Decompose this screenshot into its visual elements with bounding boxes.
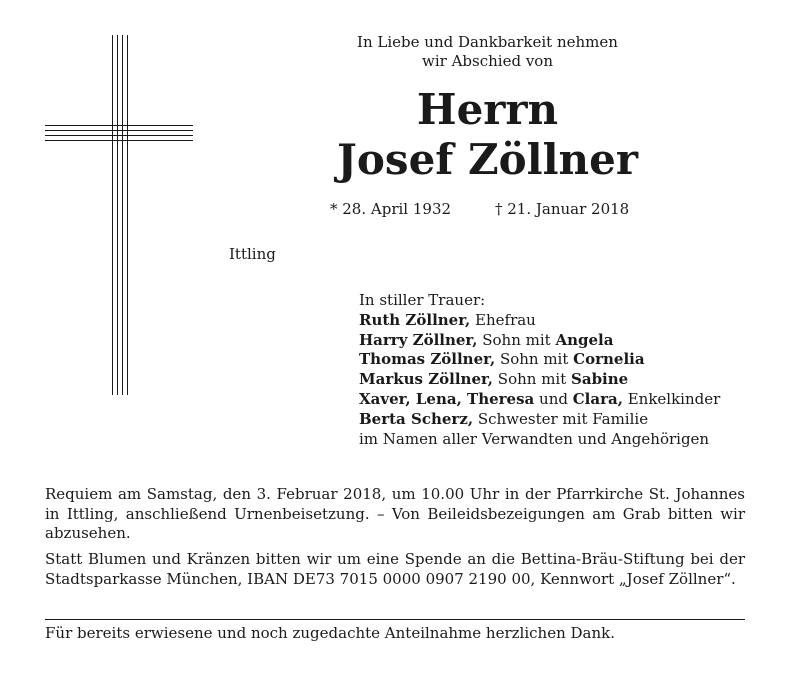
mourner-row bbox=[359, 311, 720, 331]
death-date: † 21. Januar 2018 bbox=[495, 200, 630, 218]
mourner-name: Harry Zöllner, bbox=[359, 330, 478, 349]
mourner-relation: Sohn mit bbox=[477, 330, 556, 349]
mourner-name: Berta Scherz, bbox=[359, 409, 474, 428]
divider-rule bbox=[45, 619, 745, 620]
place-name: Ittling bbox=[229, 245, 276, 263]
mourner-partner: Cornelia bbox=[573, 350, 645, 369]
deceased-name: Josef Zöllner bbox=[337, 135, 638, 184]
mourner-row bbox=[359, 350, 720, 370]
mourner-relation: Ehefrau bbox=[470, 310, 536, 329]
requiem-paragraph: Requiem am Samstag, den 3. Februar 2018, um 10.00 Uhr in der Pfarrkirche St. Johannes in Ittling, anschließend Urnenbeisetzung. – Von Beileidsbezeigungen am Grab bitten wir abzusehen. bbox=[45, 485, 745, 542]
intro-text bbox=[300, 33, 675, 71]
mourner-row bbox=[359, 410, 720, 430]
mourner-name: Thomas Zöllner, bbox=[359, 350, 496, 369]
thanks-text: Für bereits erwiesene und noch zugedachte Anteilnahme herzlichen Dank. bbox=[45, 624, 615, 642]
mourner-relation: und bbox=[534, 389, 573, 408]
mourner-relation: Schwester mit Familie bbox=[473, 409, 649, 428]
mourner-row bbox=[359, 370, 720, 390]
mourners-list bbox=[359, 291, 720, 449]
mourner-row: im Namen aller Verwandten und Angehörigen bbox=[359, 429, 710, 448]
birth-date: * 28. April 1932 bbox=[330, 200, 452, 218]
intro-line-1: In Liebe und Dankbarkeit nehmen bbox=[357, 33, 618, 51]
mourner-row bbox=[359, 331, 720, 351]
deceased-title: Herrn bbox=[416, 85, 559, 134]
mourner-relation: Sohn mit bbox=[493, 370, 572, 389]
mourner-partner: Clara, bbox=[572, 389, 623, 408]
intro-line-2: wir Abschied von bbox=[422, 52, 553, 70]
mourner-row bbox=[359, 390, 720, 410]
mourners-heading: In stiller Trauer: bbox=[359, 291, 486, 309]
mourner-relation-suffix: Enkelkinder bbox=[622, 389, 721, 408]
cross-icon bbox=[0, 0, 200, 420]
mourner-partner: Angela bbox=[555, 330, 614, 349]
donation-paragraph: Statt Blumen und Kränzen bitten wir um eine Spende an die Bettina-Bräu-Stiftung bei der Stadtsparkasse München, IBAN DE73 7015 0000 0907 2190 00, Kennwort „Josef Zöllner“. bbox=[45, 550, 745, 588]
mourner-name: Markus Zöllner, bbox=[359, 370, 494, 389]
mourner-name: Ruth Zöllner, bbox=[359, 310, 471, 329]
mourner-relation: Sohn mit bbox=[495, 350, 574, 369]
mourner-partner: Sabine bbox=[571, 370, 629, 389]
mourner-name: Xaver, Lena, Theresa bbox=[359, 389, 535, 408]
